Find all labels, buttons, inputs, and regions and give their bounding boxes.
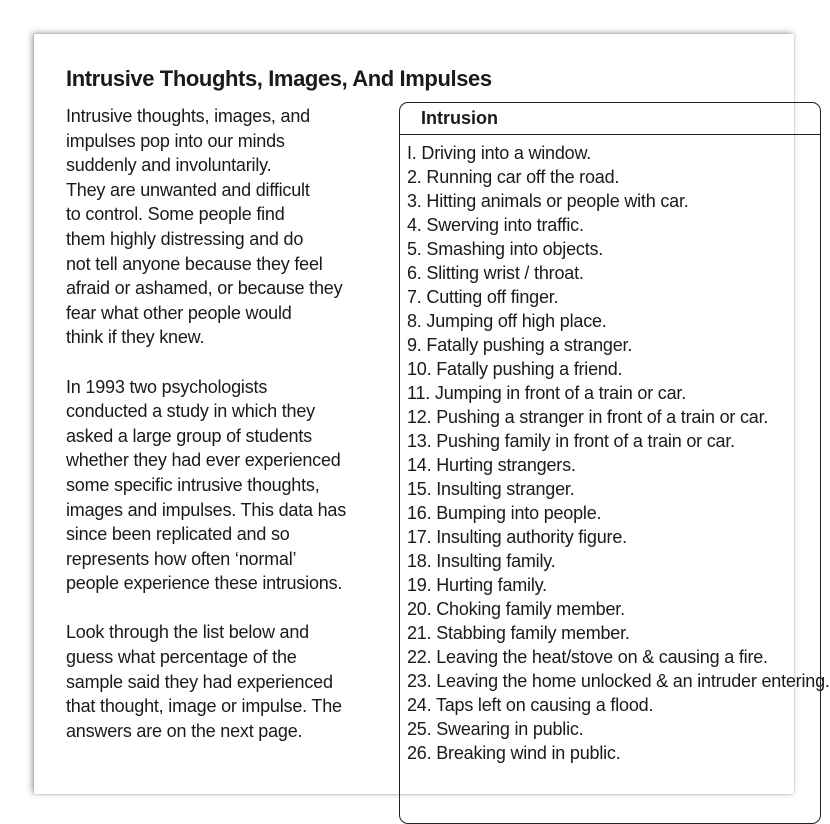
intrusion-item: 16. Bumping into people. [407,503,602,523]
intrusion-item: 17. Insulting authority figure. [407,527,627,547]
intrusion-item: 22. Leaving the heat/stove on & causing a fire. [407,647,768,667]
intrusion-item: 9. Fatally pushing a stranger. [407,335,633,355]
intrusion-item: 10. Fatally pushing a friend. [407,359,623,379]
intro-paragraph-1: Intrusive thoughts, images, and impulses pop into our minds suddenly and involuntarily. They are unwanted and difficult to control. Some people find them highly distressing and do not tell anyone because they feel afraid or ashamed, or because they fear what other people would think if they knew. [66,106,343,348]
intrusion-item: 6. Slitting wrist / throat. [407,263,584,283]
intrusion-item: 13. Pushing family in front of a train or car. [407,431,735,451]
intrusion-item: 12. Pushing a stranger in front of a train or car. [407,407,769,427]
intrusion-list-box [399,102,830,824]
intrusion-item: 7. Cutting off finger. [407,287,559,307]
intrusion-list [400,135,830,765]
intrusion-item: 3. Hitting animals or people with car. [407,191,689,211]
intro-text [66,104,386,768]
intrusion-item: 11. Jumping in front of a train or car. [407,383,687,403]
intrusion-item: 14. Hurting strangers. [407,455,576,475]
intro-paragraph-3: Look through the list below and guess what percentage of the sample said they had experienced that thought, image or impulse. The answers are on the next page. [66,622,342,741]
intrusion-item: 25. Swearing in public. [407,719,584,739]
intrusion-item: 20. Choking family member. [407,599,625,619]
intrusion-item: 4. Swerving into traffic. [407,215,584,235]
intrusion-item: 23. Leaving the home unlocked & an intruder entering. [407,671,830,691]
intro-paragraph-2: In 1993 two psychologists conducted a study in which they asked a large group of students whether they had ever experienced some specific intrusive thoughts, images and impulses. This data has since been replicated and so represents how often ‘normal’ people experience these intrusions. [66,376,347,594]
intrusion-item: 5. Smashing into objects. [407,239,604,259]
intrusion-item: I. Driving into a window. [407,143,592,163]
page-title: Intrusive Thoughts, Images, And Impulses [66,66,492,91]
worksheet-page [34,34,830,794]
intrusion-item: 24. Taps left on causing a flood. [407,695,654,715]
intrusion-header: Intrusion [400,103,820,135]
intrusion-item: 21. Stabbing family member. [407,623,630,643]
intrusion-item: 19. Hurting family. [407,575,547,595]
intrusion-item: 26. Breaking wind in public. [407,743,621,763]
intrusion-item: 15. Insulting stranger. [407,479,575,499]
intrusion-item: 2. Running car off the road. [407,167,620,187]
intrusion-item: 18. Insulting family. [407,551,556,571]
intrusion-item: 8. Jumping off high place. [407,311,607,331]
